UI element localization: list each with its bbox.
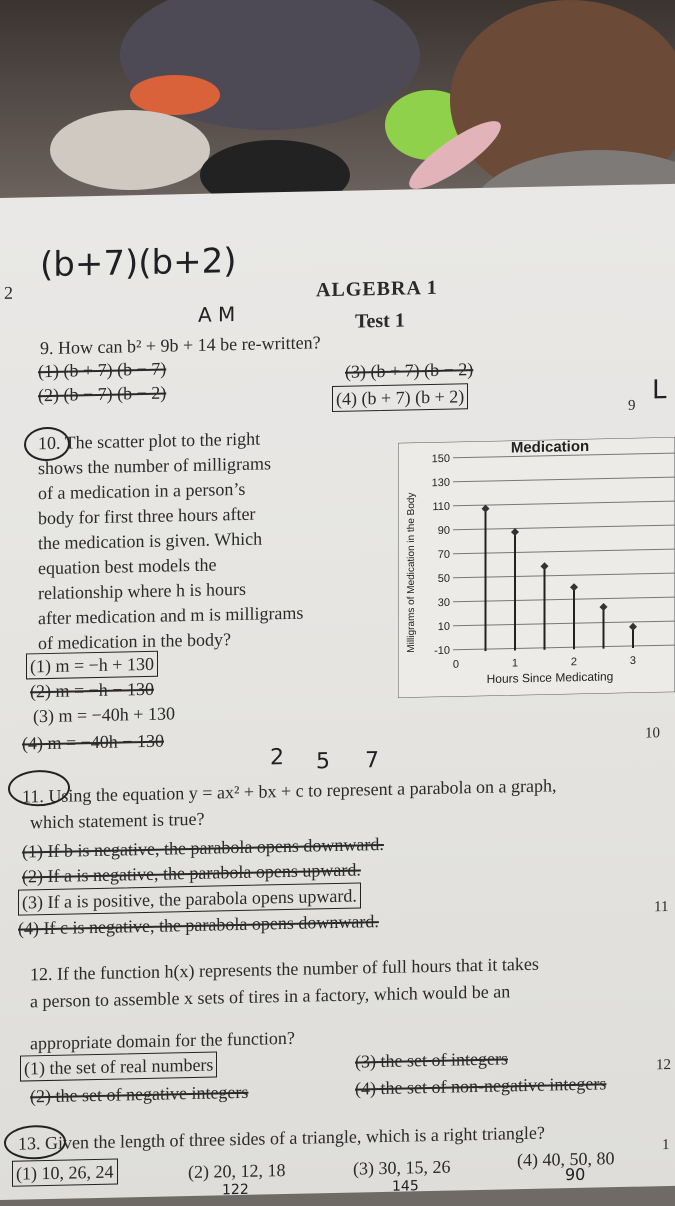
- medication-scatter-plot: [398, 437, 675, 698]
- q11-margin-number: 11: [654, 898, 669, 916]
- y-tick-label-4: 70: [437, 548, 450, 562]
- q12-line-1: 12. If the function h(x) represents the number of full hours that it takes: [30, 953, 539, 985]
- q12-choice-2: (2) the set of negative integers: [30, 1081, 249, 1107]
- chart-x-label: Hours Since Medicating: [486, 669, 614, 687]
- q9-prompt: 9. How can b² + 9b + 14 be re-written?: [40, 332, 321, 359]
- chart-svg: [398, 437, 675, 698]
- q13-choice-4: (4) 40, 50, 80: [517, 1148, 615, 1171]
- q13-handwritten-sum-3: 145: [392, 1178, 419, 1195]
- q10-line-9: of medication in the body?: [38, 629, 231, 654]
- y-tick-label-8: -10: [434, 644, 450, 658]
- q11-handwritten-c: 7: [365, 748, 379, 774]
- x-tick-label-2: 2: [570, 656, 578, 669]
- handwritten-factored-expression: (b+7)(b+2): [40, 241, 237, 286]
- handwritten-initials: A M: [198, 302, 236, 327]
- q10-line-7: relationship where h is hours: [38, 578, 246, 604]
- q10-margin-number: 10: [645, 725, 660, 742]
- x-tick-label-3: 3: [629, 654, 637, 668]
- q12-choice-1-selected: (1) the set of real numbers: [24, 1054, 214, 1079]
- q10-choice-4: (4) m = −40h − 130: [22, 730, 164, 754]
- page-subtitle: Test 1: [355, 309, 405, 333]
- chart-y-label: Milligrams of Medication in the Body: [406, 492, 417, 653]
- q12-margin-number: 12: [656, 1056, 671, 1074]
- q9-margin-number: 9: [628, 397, 636, 414]
- y-tick-label-2: 110: [432, 500, 450, 514]
- x-tick-label-1: 1: [511, 657, 519, 670]
- q11-prompt-line-2: which statement is true?: [30, 808, 205, 833]
- page-title: ALGEBRA 1: [316, 276, 438, 302]
- q12-line-3: appropriate domain for the function?: [30, 1027, 295, 1054]
- q10-line-1: 10. The scatter plot to the right: [38, 428, 261, 454]
- q9-choice-2: (2) (b − 7) (b − 2): [38, 382, 167, 406]
- q11-choice-2: (2) If a is negative, the parabola opens upward.: [22, 859, 361, 887]
- q10-line-3: of a medication in a person’s: [38, 478, 246, 504]
- q11-choice-1: (1) If b is negative, the parabola opens downward.: [22, 833, 384, 862]
- q13-choice-2: (2) 20, 12, 18: [188, 1160, 286, 1183]
- q10-choice-1-selected: (1) m = −h + 130: [30, 653, 154, 677]
- q11-handwritten-a: 2: [270, 745, 284, 771]
- y-tick-label-3: 90: [437, 524, 450, 538]
- q9-choice-1: (1) (b + 7) (b − 7): [38, 358, 167, 382]
- q10-line-2: shows the number of milligrams: [38, 453, 271, 479]
- white-cloth: [50, 110, 210, 190]
- q13-prompt: 13. Given the length of three sides of a triangle, which is a right triangle?: [18, 1122, 545, 1154]
- q13-handwritten-sum-4: 90: [565, 1164, 586, 1185]
- q11-handwritten-b: 5: [316, 749, 330, 775]
- q13-choice-3: (3) 30, 15, 26: [353, 1156, 451, 1179]
- q12-line-2: a person to assemble x sets of tires in a factory, which would be an: [30, 981, 511, 1012]
- chart-title: Medication: [510, 437, 590, 457]
- q12-choice-4: (4) the set of non-negative integers: [355, 1073, 607, 1099]
- q10-line-6: equation best models the: [38, 554, 217, 579]
- y-tick-label-7: 10: [437, 620, 450, 634]
- page-number: 2: [4, 282, 13, 303]
- y-tick-label-1: 130: [431, 476, 450, 490]
- y-tick-label-6: 30: [437, 596, 450, 610]
- q9-choice-3: (3) (b + 7) (b − 2): [345, 359, 474, 382]
- q11-choice-3-selected: (3) If a is positive, the parabola opens upward.: [22, 885, 357, 913]
- q12-choice-3: (3) the set of integers: [355, 1048, 508, 1072]
- q13-handwritten-sum-2: 122: [222, 1181, 249, 1199]
- y-tick-label-5: 50: [437, 572, 450, 586]
- q10-line-4: body for first three hours after: [38, 503, 256, 529]
- q13-choice-1-selected: (1) 10, 26, 24: [16, 1161, 114, 1184]
- q10-choice-3: (3) m = −40h + 130: [33, 703, 175, 727]
- orange-cloth: [130, 75, 220, 115]
- q10-choice-2: (2) m = −h − 130: [30, 678, 154, 702]
- q10-line-8: after medication and m is milligrams: [38, 602, 304, 629]
- q9-choice-4-selected: (4) (b + 7) (b + 2): [336, 386, 465, 409]
- q11-choice-4: (4) If c is negative, the parabola opens downward.: [18, 911, 379, 939]
- q10-line-5: the medication is given. Which: [38, 528, 263, 554]
- q13-margin-number: 1: [662, 1136, 670, 1154]
- x-tick-label-0: 0: [452, 658, 460, 671]
- q9-margin-answer: L: [652, 375, 667, 406]
- y-tick-label-0: 150: [431, 452, 450, 466]
- q11-prompt: 11. Using the equation y = ax² + bx + c to represent a parabola on a graph,: [22, 775, 557, 807]
